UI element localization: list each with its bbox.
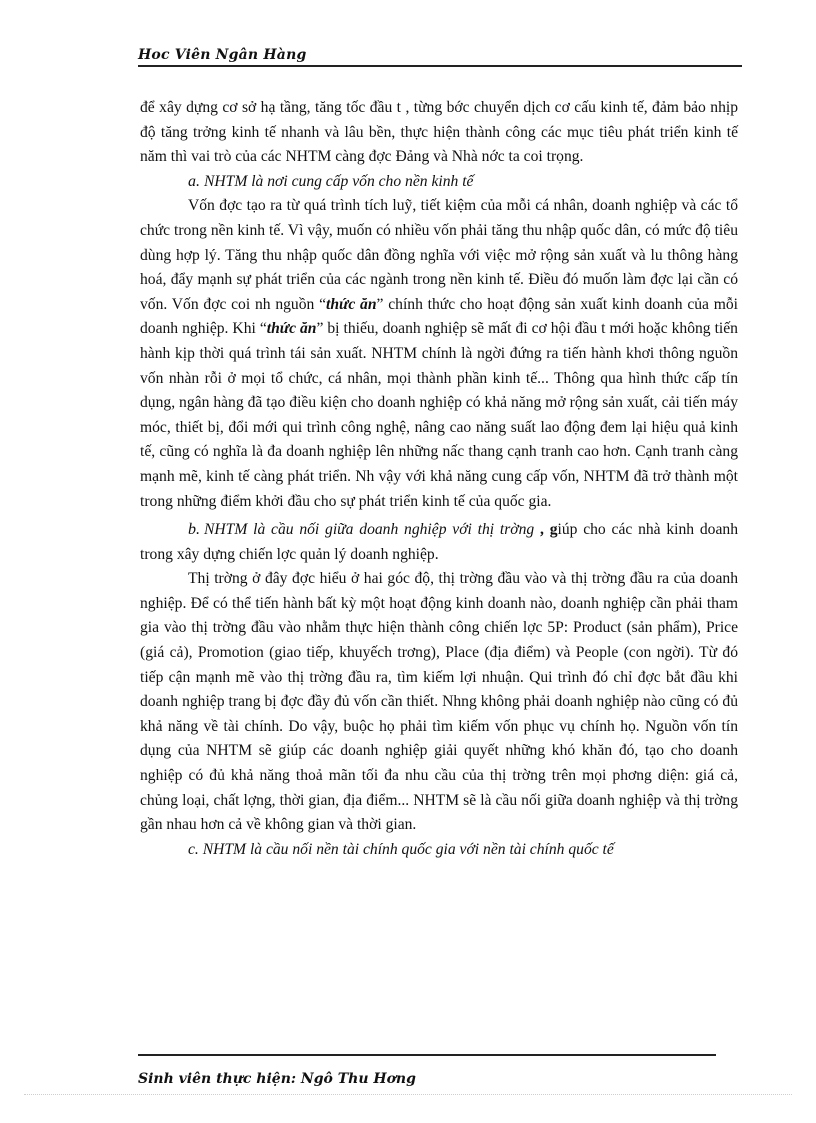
header-title: Hoc Viên Ngân Hàng [138,47,307,63]
heading-a-text: NHTM là nơi cung cấp vốn cho nền kinh tế [204,172,474,190]
heading-a-marker: a. [188,172,200,190]
paragraph-intro: để xây dựng cơ sở hạ tầng, tăng tốc đầu t , từng bớc chuyển dịch cơ cấu kinh tế, đảm bảo nhịp độ tăng trởng kinh tế nhanh và lâu bền, thực hiện thành công các mục tiêu phát triển kinh tế năm thì vai trò của các NHTM càng đợc Đảng và Nhà nớc ta coi trọng. [140,99,738,166]
page-header [138,46,742,67]
paragraph-capital-part3: ” bị thiếu, doanh nghiệp sẽ mất đi cơ hội đầu t mới hoặc không tiến hành kịp thời quá trình tái sản xuất. NHTM chính là ngời đứng ra tiến hành khơi thông nguồn vốn nhàn rỗi ở mọi tổ chức, cá nhân, mọi thành phần kinh tế... Thông qua hình thức cấp tín dụng, ngân hàng đã tạo điều kiện cho doanh nghiệp có khả năng mở rộng sản xuất, cải tiến máy móc, thiết bị, đổi mới qui trình công nghệ, nâng cao năng suất lao động đem lại hiệu quả kinh tế, cũng có nghĩa là đa doanh nghiệp lên những nấc thang cạnh tranh cao hơn. Cạnh tranh càng mạnh mẽ, kinh tế càng phát triển. Nh vậy với khả năng cung cấp vốn, NHTM đã trở thành một trong những điểm khởi đầu cho sự phát triển kinh tế của quốc gia. [140,320,738,510]
page-bottom-rule [24,1094,792,1095]
paragraph-capital-part2: ” chính thức cho hoạt động sản xuất kinh doanh của mỗi doanh nghiệp. Khi “ [140,295,738,338]
section-heading-c: c. NHTM là cầu nối nền tài chính quốc gia với nền tài chính quốc tế [188,840,614,858]
heading-b-tail-bold: , g [534,521,558,539]
heading-b-text: NHTM là cầu nối giữa doanh nghiệp với thị trờng [204,521,535,539]
emphasis-thuc-an-2: thức ăn [266,320,317,338]
heading-b-marker: b. [188,521,200,539]
paragraph-capital [140,194,738,514]
paragraph-capital-part1: Vốn đợc tạo ra từ quá trình tích luỹ, tiết kiệm của mỗi cá nhân, doanh nghiệp và các tổ chức trong nền kinh tế. Vì vậy, muốn có nhiều vốn phải tăng thu nhập quốc dân, có mức độ tiêu dùng hợp lý. Tăng thu nhập quốc dân đồng nghĩa với việc mở rộng sản xuất và lu thông hàng hoá, đẩy mạnh sự phát triển của các ngành trong nền kinh tế. Điều đó muốn làm đợc lại cần có vốn. Vốn đợc coi nh nguồn “ [140,197,738,313]
heading-b-tail: iúp cho các nhà kinh doanh trong xây dựng chiến lợc quản lý doanh nghiệp. [140,521,738,563]
emphasis-thuc-an-1: thức ăn [326,295,377,313]
footer-author: Sinh viên thực hiện: Ngô Thu Hơng [138,1071,416,1087]
section-heading-b [140,518,738,567]
section-heading-a [140,170,738,195]
paragraph-market: Thị trờng ở đây đợc hiểu ở hai góc độ, thị trờng đầu vào và thị trờng đầu ra của doanh nghiệp. Để có thể tiến hành bất kỳ một hoạt động kinh doanh nào, doanh nghiệp cần phải tham gia vào thị trờng đầu vào nhằm thực hiện thành công chiến lợc 5P: Product (sản phẩm), Price (giá cả), Promotion (giao tiếp, khuyếch trơng), Place (địa điểm) và People (con ngời). Từ đó tiếp cận mạnh mẽ vào thị trờng đầu ra, tìm kiếm lợi nhuận. Qui trình đó chỉ đợc bắt đầu khi doanh nghiệp trang bị đợc đầy đủ vốn cần thiết. Nhng không phải doanh nghiệp nào cũng có đủ khả năng về tài chính. Do vậy, buộc họ phải tìm kiếm vốn phục vụ chính họ. Nguồn vốn tín dụng của NHTM sẽ giúp các doanh nghiệp giải quyết những khó khăn đó, tạo cho doanh nghiệp có đủ khả năng thoả mãn tối đa nhu cầu của thị trờng trên mọi phơng diện: giá cả, chủng loại, chất lợng, thời gian, địa điểm... NHTM sẽ là cầu nối giữa doanh nghiệp và thị trờng gần nhau hơn cả về không gian và thời gian. [140,570,738,834]
page-footer [138,1054,716,1088]
document-body [140,96,738,862]
